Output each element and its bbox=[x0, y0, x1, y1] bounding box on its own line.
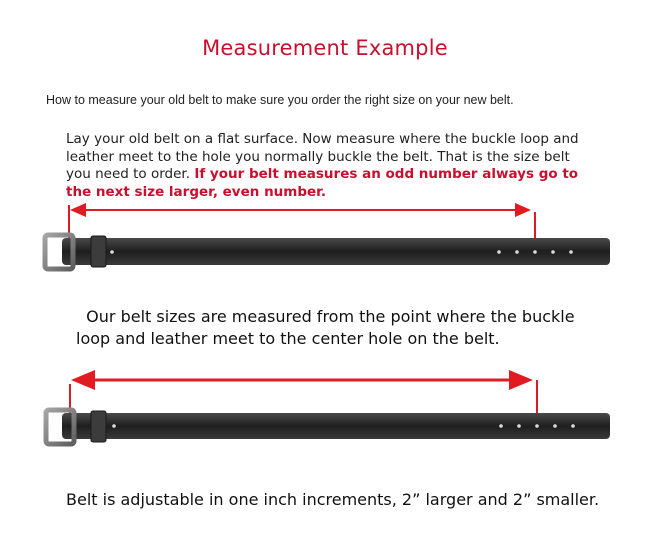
belt-diagram-bottom bbox=[0, 362, 650, 452]
belt-hole bbox=[517, 424, 521, 428]
belt-keeper-loop bbox=[91, 411, 106, 442]
intro-text: How to measure your old belt to make sure you order the right size on your new belt. bbox=[46, 93, 514, 107]
measurement-arrow bbox=[70, 370, 537, 420]
belt-hole bbox=[499, 424, 503, 428]
belt-hole bbox=[571, 424, 575, 428]
belt-hole bbox=[497, 250, 501, 254]
belt-strap bbox=[62, 238, 610, 265]
belt-hole-center bbox=[535, 424, 539, 428]
belt-hole bbox=[569, 250, 573, 254]
belt-hole bbox=[553, 424, 557, 428]
page-title: Measurement Example bbox=[202, 36, 448, 60]
belt-hole bbox=[112, 424, 116, 428]
belt-hole-center bbox=[533, 250, 537, 254]
belt-diagram-top bbox=[0, 198, 650, 278]
odd-size-warning: If your belt measures an odd number always go to the next size larger, even number. bbox=[66, 166, 579, 200]
belt-hole bbox=[515, 250, 519, 254]
instructions-paragraph bbox=[66, 131, 586, 201]
belt-hole bbox=[110, 250, 114, 254]
belt-keeper-loop bbox=[91, 236, 106, 267]
instructions-text: Lay your old belt on a flat surface. Now measure where the buckle loop and leather meet to the hole you normally buckle the belt. That is the size belt you need to order. bbox=[66, 131, 579, 182]
belt-strap bbox=[62, 413, 610, 439]
adjustability-note: Belt is adjustable in one inch increments, 2” larger and 2” smaller. bbox=[66, 490, 600, 509]
belt-hole bbox=[551, 250, 555, 254]
measurement-explanation: Our belt sizes are measured from the point where the buckle loop and leather meet to the center hole on the belt. bbox=[76, 307, 580, 348]
